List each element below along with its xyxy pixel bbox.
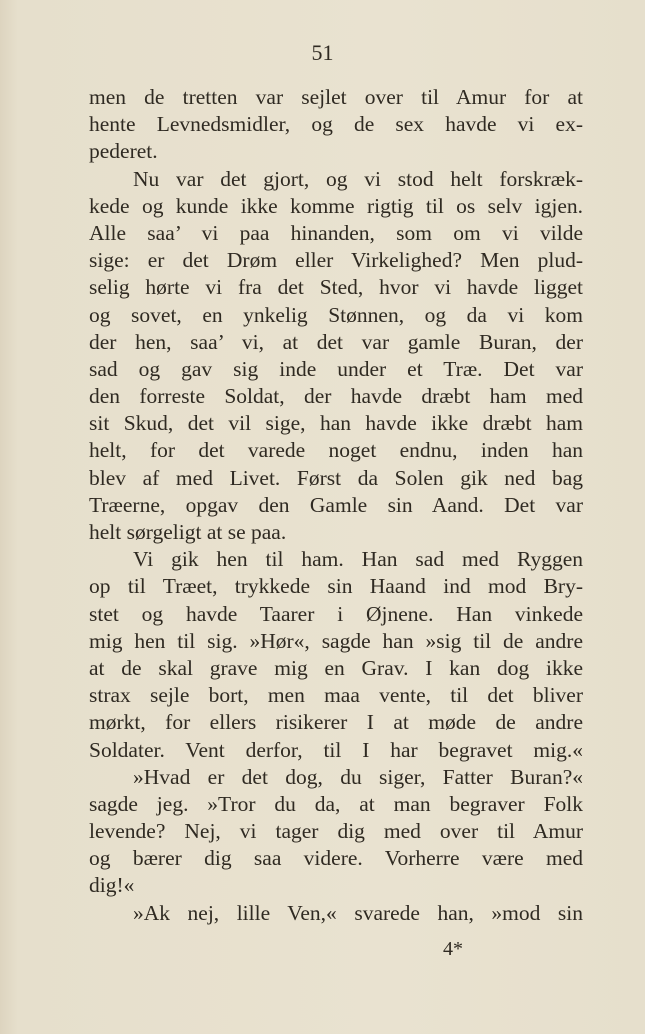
text-line: kede og kunde ikke komme rigtig til os selv igjen.: [89, 193, 583, 218]
text-line: Alle saa’ vi paa hinanden, som om vi vilde: [89, 220, 583, 245]
body-text: [89, 84, 583, 927]
text-line: selig hørte vi fra det Sted, hvor vi havde ligget: [89, 275, 583, 300]
text-line: strax sejle bort, men maa vente, til det bliver: [89, 683, 583, 708]
text-line: men de tretten var sejlet over til Amur for at: [89, 85, 583, 109]
text-line: op til Træet, trykkede sin Haand ind mod Bry-: [89, 574, 583, 599]
text-line: sagde jeg. »Tror du da, at man begraver Folk: [89, 791, 583, 816]
text-line: den forreste Soldat, der havde dræbt ham med: [89, 384, 583, 409]
text-line: der hen, saa’ vi, at det var gamle Buran, der: [89, 329, 583, 354]
text-line: pederet.: [89, 139, 158, 164]
text-line: sad og gav sig inde under et Træ. Det var: [89, 356, 583, 381]
text-line: mørkt, for ellers risikerer I at møde de andre: [89, 710, 583, 735]
text-line: Soldater. Vent derfor, til I har begravet mig.«: [89, 737, 583, 762]
text-line: dig!«: [89, 873, 135, 898]
text-line: »Hvad er det dog, du siger, Fatter Buran?«: [133, 764, 583, 789]
text-line: Vi gik hen til ham. Han sad med Ryggen: [133, 547, 583, 572]
text-line: sige: er det Drøm eller Virkelighed? Men plud-: [89, 248, 583, 273]
text-line: Nu var det gjort, og vi stod helt forskræk-: [133, 166, 583, 191]
text-line: at de skal grave mig en Grav. I kan dog ikke: [89, 655, 583, 680]
text-line: helt sørgeligt at se paa.: [89, 520, 287, 544]
text-line: og bærer dig saa videre. Vorherre være med: [89, 846, 583, 871]
text-line: helt, for det varede noget endnu, inden han: [89, 438, 583, 463]
text-line: levende? Nej, vi tager dig med over til Amur: [89, 819, 583, 844]
text-line: hente Levnedsmidler, og de sex havde vi ex-: [89, 112, 583, 137]
text-line: stet og havde Taarer i Øjnene. Han vinkede: [89, 601, 583, 626]
text-line: mig hen til sig. »Hør«, sagde han »sig til de andre: [89, 628, 583, 653]
text-line: sit Skud, det vil sige, han havde ikke dræbt ham: [89, 411, 583, 436]
text-line: blev af med Livet. Først da Solen gik ned bag: [89, 465, 583, 490]
signature-mark: 4*: [443, 938, 463, 960]
text-line: Træerne, opgav den Gamle sin Aand. Det var: [89, 492, 583, 517]
page-number: 51: [311, 40, 334, 65]
text-line: og sovet, en ynkelig Stønnen, og da vi kom: [89, 302, 583, 327]
text-line: »Ak nej, lille Ven,« svarede han, »mod sin: [133, 900, 583, 925]
